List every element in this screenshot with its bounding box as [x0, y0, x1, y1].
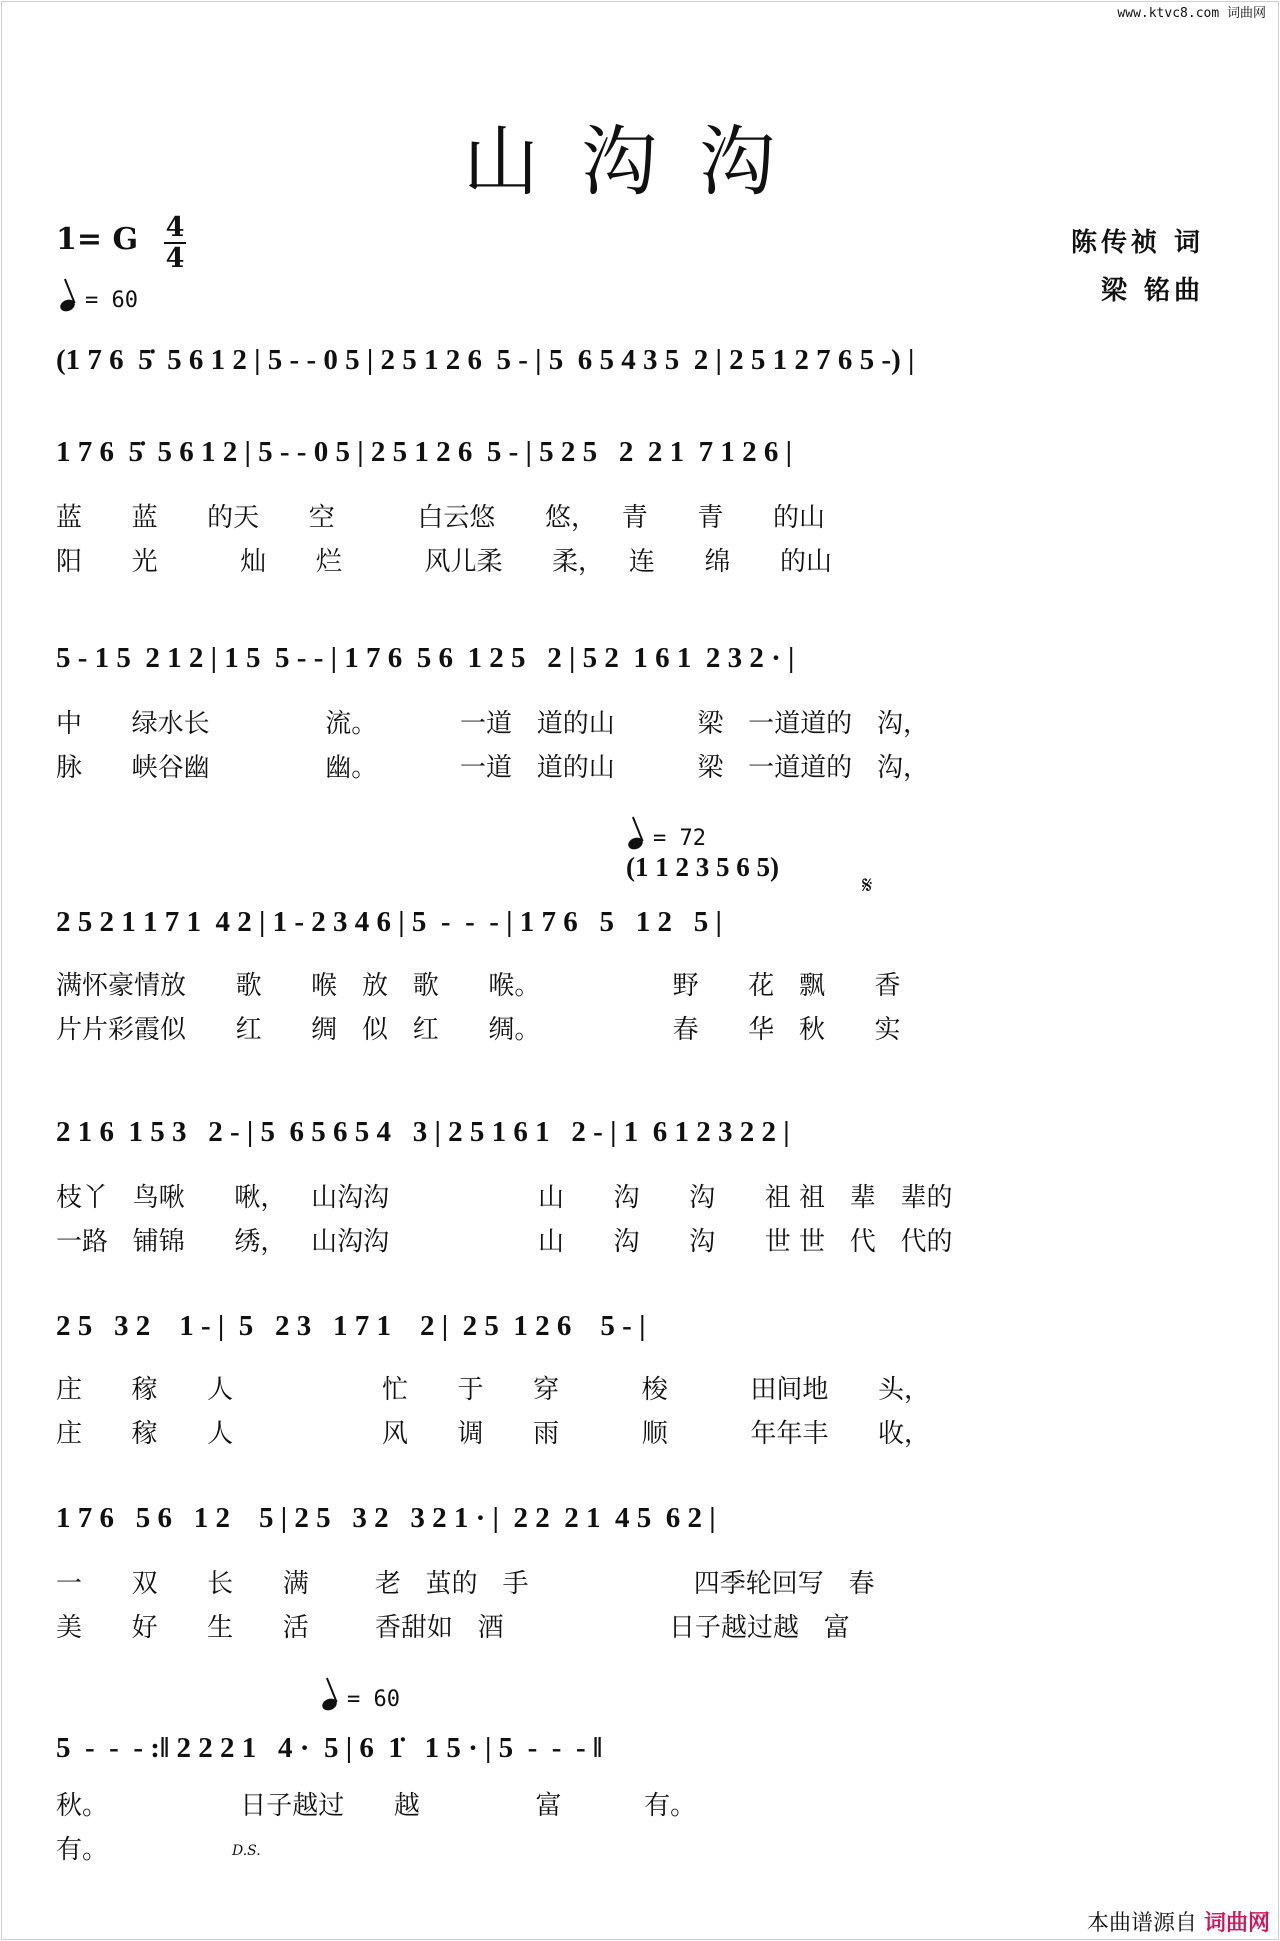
score-line-5: 2 1 6 1 5 3 2 - | 5 6 5 6 5 4 3 | 2 5 1 6 1 2 - | 1 6 1 2 3 2 2 |: [56, 1116, 790, 1148]
dal-segno-marking: D.S.: [232, 1843, 261, 1859]
time-signature-top: 4: [165, 212, 185, 243]
key-signature: 1= G: [56, 222, 139, 257]
watermark-prefix: 本曲谱源自: [1086, 1911, 1197, 1936]
lyric-line: 美 好 生 活 香甜如 酒 日子越过越 富: [56, 1613, 850, 1643]
lyric-line: 庄 稼 人 风 调 雨 顺 年年丰 收，: [56, 1419, 930, 1449]
score-line-1: (1 7 6 5̇ 5 6 1 2 | 5 - - 0 5 | 2 5 1 2 6 5 - | 5 6 5 4 3 5 2 | 2 5 1 2 7 6 5 -) |: [56, 344, 915, 376]
time-signature-bottom: 4: [165, 243, 185, 274]
lyric-line: 秋。 日子越过 越 富 有。: [56, 1791, 697, 1821]
interlude-phrase: (1 1 2 3 5 6 5): [626, 852, 779, 882]
score-line-7: 1 7 6 5 6 1 2 5 | 2 5 3 2 3 2 1 · | 2 2 2 1 4 5 6 2 |: [56, 1502, 716, 1534]
song-title: 山沟沟: [463, 116, 817, 206]
lyric-line: 片片彩霞似 红 绸 似 红 绸。 春 华 秋 实: [56, 1015, 901, 1045]
lyric-line: 一 双 长 满 老 茧的 手 四季轮回写 春: [56, 1569, 875, 1599]
lyric-line: 满怀豪情放 歌 喉 放 歌 喉。 野 花 飘 香: [56, 971, 901, 1001]
tempo-marking-1: = 60: [60, 288, 138, 313]
tempo-marking-3: = 60: [322, 1687, 400, 1712]
lyric-line: 有。: [56, 1835, 109, 1865]
quarter-note-icon: [320, 1697, 338, 1713]
lyric-line: 枝丫 鸟啾 啾， 山沟沟 山 沟 沟 祖 祖 辈 辈的: [56, 1183, 953, 1213]
lyricist-credit: 陈传祯 词: [1070, 228, 1204, 258]
segno-icon: 𝄋: [862, 871, 873, 899]
tempo-marking-2: = 72: [628, 826, 706, 851]
score-line-6: 2 5 3 2 1 - | 5 2 3 1 7 1 2 | 2 5 1 2 6 5 - |: [56, 1310, 646, 1342]
watermark-brand: 词曲网: [1203, 1911, 1270, 1936]
lyric-line: 蓝 蓝 的天 空 白云悠 悠， 青 青 的山: [56, 503, 825, 533]
quarter-note-icon: [58, 298, 76, 314]
score-line-4: 2 5 2 1 1 7 1 4 2 | 1 - 2 3 4 6 | 5 - - - | 1 7 6 5 1 2 5 |: [56, 906, 722, 938]
quarter-note-icon: [626, 836, 644, 852]
time-signature: [164, 214, 186, 272]
lyric-line: 脉 峡谷幽 幽。 一道 道的山 梁 一道道的 沟，: [56, 753, 929, 783]
lyric-line: 庄 稼 人 忙 于 穿 梭 田间地 头，: [56, 1375, 930, 1405]
score-line-2: 1 7 6 5̇ 5 6 1 2 | 5 - - 0 5 | 2 5 1 2 6 5 - | 5 2 5 2 2 1 7 1 2 6 |: [56, 436, 793, 468]
score-line-3: 5 - 1 5 2 1 2 | 1 5 5 - - | 1 7 6 5 6 1 2 5 2 | 5 2 1 6 1 2 3 2 · |: [56, 642, 795, 674]
composer-credit: 梁 铭曲: [1100, 276, 1204, 306]
lyric-line: 中 绿水长 流。 一道 道的山 梁 一道道的 沟，: [56, 709, 929, 739]
score-line-8: 5 - - - :‖ 2 2 2 1 4 · 5 | 6 1̇ 1 5 · | 5 - - - ‖: [56, 1732, 603, 1764]
lyric-line: 一路 铺锦 绣， 山沟沟 山 沟 沟 世 世 代 代的: [56, 1227, 953, 1257]
lyric-line: 阳 光 灿 烂 风儿柔 柔， 连 绵 的山: [56, 547, 833, 577]
site-watermark-bottom: [1087, 1906, 1270, 1937]
site-watermark-top: www.ktvc8.com 词曲网: [1117, 6, 1266, 21]
